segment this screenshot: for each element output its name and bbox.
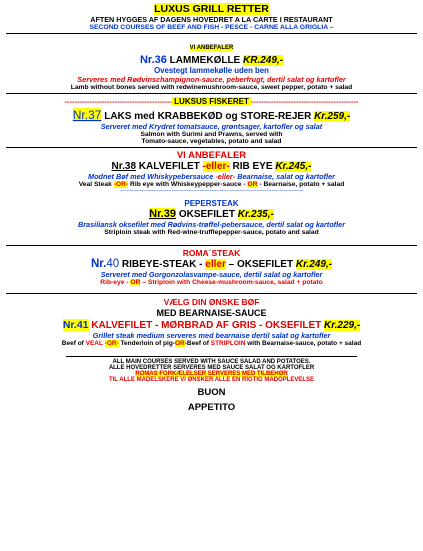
dish-name: LAKS med KRABBEKØD og STORE-REJER [101,111,315,122]
dish-number: Nr.37 [72,108,102,122]
divider [6,147,417,148]
recommend-heading: VI ANBEFALER [176,150,247,161]
dish-description-english: Veal Steak [78,181,114,188]
dish-name-a: KALVEFILET [136,161,203,172]
dashes-line: -------------------------------------------------------------------------------------------------------------- [119,188,304,194]
dish-description-english: Striploin steak with Red-wine-trufflepepper-sauce, potato and salad [104,229,319,236]
or-word: -OR- [104,340,119,347]
header-line-danish: AFTEN HYGGES AF DAGENS HOVEDRET A LA CARTE I RESTAURANT [90,15,333,24]
choose-steak-heading: VÆLG DIN ØNSKE BØF [163,297,260,307]
dish-number: Nr.41 [62,319,89,331]
dish-description-english-rest: - Bearnaise, potato + salad [257,181,345,188]
dish-price: Kr.249,- [295,259,332,270]
dish-number: Nr.39 [149,208,177,220]
divider [66,356,357,357]
dish-description-danish: Serveret med Krydret tomatsauce, grøntsager, kartofler og salat [100,122,323,131]
dashes-left: ------------------------------------------- [64,97,172,106]
dish-name: OKSEFILET [176,209,238,220]
menu-title: LUXUS GRILL RETTER [154,3,269,15]
dish-subtitle: Ovestegt lammekølle uden ben [154,66,269,75]
dish-number: 40 [106,258,120,270]
dish-41 [6,297,417,347]
dish-39 [6,199,417,236]
footer-line-wish: TIL ALLE MADELSKERE VI ØNSKER ALLE EN RIGTIG MADOPLEVELSE [108,377,315,383]
dish-description-english-mid: Rib eye with Whiskeypepper-sauce - [128,181,248,188]
divider [6,33,417,34]
recommend-badge: VI ANBEFALER [189,45,234,51]
dish-description-english-rest: – Striploin with Cheese-mushroom-sauce, salad + potato [140,279,323,286]
dish-name: LAMMEKØLLE [166,55,244,66]
or-word: -OR- [113,181,129,188]
divider [6,93,417,94]
fish-section-heading [6,97,417,106]
striploin-word: STRIPLOIN [210,340,246,347]
dish-name-b: RIB EYE [229,161,276,172]
dish-description-english: Rib-eye - [100,279,131,286]
dish-price: KR.249,- [243,55,284,66]
or-word: OR [130,279,141,286]
or-word: OR [247,181,258,188]
footer-line-danish: ALLE HOVEDRETTER SERVERES MED SAUCE SALAT OG KARTOFLER [108,365,315,371]
dish-37 [6,108,417,145]
dish-price: Kr.235,- [237,209,274,220]
pepersteak-heading: PEPERSTEAK [184,199,239,208]
bearnaise-heading: MED BEARNAISE-SAUCE [156,308,267,318]
dish-name-b: – OKSEFILET [225,259,296,270]
dish-description-english-1: Salmon with Surimi and Prawns, served with [140,131,283,138]
menu-footer [6,359,417,413]
dish-description-english: Beef of [61,340,86,347]
dish-price: Kr.229,- [324,320,361,331]
footer-line-english: ALL MAIN COURSES SERVED WITH SAUCE SALAD AND POTATOES. [112,359,311,365]
dish-name: KALVEFILET - MØRBRAD AF GRIS - OKSEFILET [88,320,325,331]
footer-line-roma: ROMAS FORKÆLELSER SERVERES MED TILBEHØR [135,371,288,377]
or-word: -eller- [215,172,236,181]
fish-section-label: LUKSUS FISKERET [171,97,252,106]
dish-description-english-mid2: -Beef of [184,340,211,347]
dish-40 [6,248,417,286]
dish-price: Kr.245,- [275,161,312,172]
dish-description-english-rest: with Bearnaise-sauce, potato + salad [245,340,362,347]
divider [6,293,417,294]
dish-description-danish: Brasiliansk oksefilet med Rødvins-trøffel-pebersauce, dertil salat og kartofler [77,220,346,229]
dish-description-danish: Serveres med Rødvinschampignon-sauce, peberfrugt, dertil salat og kartofler [77,75,346,84]
or-word: OR [174,340,185,347]
divider [6,245,417,246]
dish-36 [6,36,417,91]
dish-number-prefix: Nr. [91,258,107,270]
dish-description-english: Lamb without bones served with redwinemushroom-sauce, sweet pepper, potato + salad [70,84,353,91]
dish-number: 38 [124,161,137,172]
dish-price: Kr.259,- [314,111,351,122]
footer-buon: BUON [197,387,226,398]
dish-description-danish: Modnet Bøf med Whiskypebersauce [88,172,216,181]
header-line-english: SECOND COURSES OF BEEF AND FISH - PESCE - CARNE ALLA GRIGLIA – [89,24,334,31]
veal-word: VEAL [85,340,103,347]
dish-description-danish-rest: Bearnaise, salat og kartofler [235,172,335,181]
dish-38 [6,150,417,194]
dish-description-english-mid: Tenderloin of pig- [118,340,175,347]
dashes-right: ------------------------------------------- [251,97,359,106]
or-word: -eller- [202,161,230,172]
dish-description-english-2: Tomato-sauce, vegetables, potato and salad [141,138,282,145]
dish-number: 36 [154,54,167,66]
footer-appetito: APPETITO [187,402,236,413]
dish-number-prefix: Nr. [111,161,125,172]
dish-name-a: RIBEYE-STEAK - [119,259,206,270]
menu-header [6,3,417,31]
or-word: eller [205,259,226,270]
dish-number-prefix: Nr. [139,54,155,66]
dish-description-danish: Grillet steak medium serveres med bearnaise dertil salat og kartofler [92,331,331,340]
roma-steak-heading: ROMA´STEAK [182,248,241,258]
dish-description-danish: Serveret med Gorgonzolasvampe-sauce, dertil salat og kartofler [100,270,323,279]
